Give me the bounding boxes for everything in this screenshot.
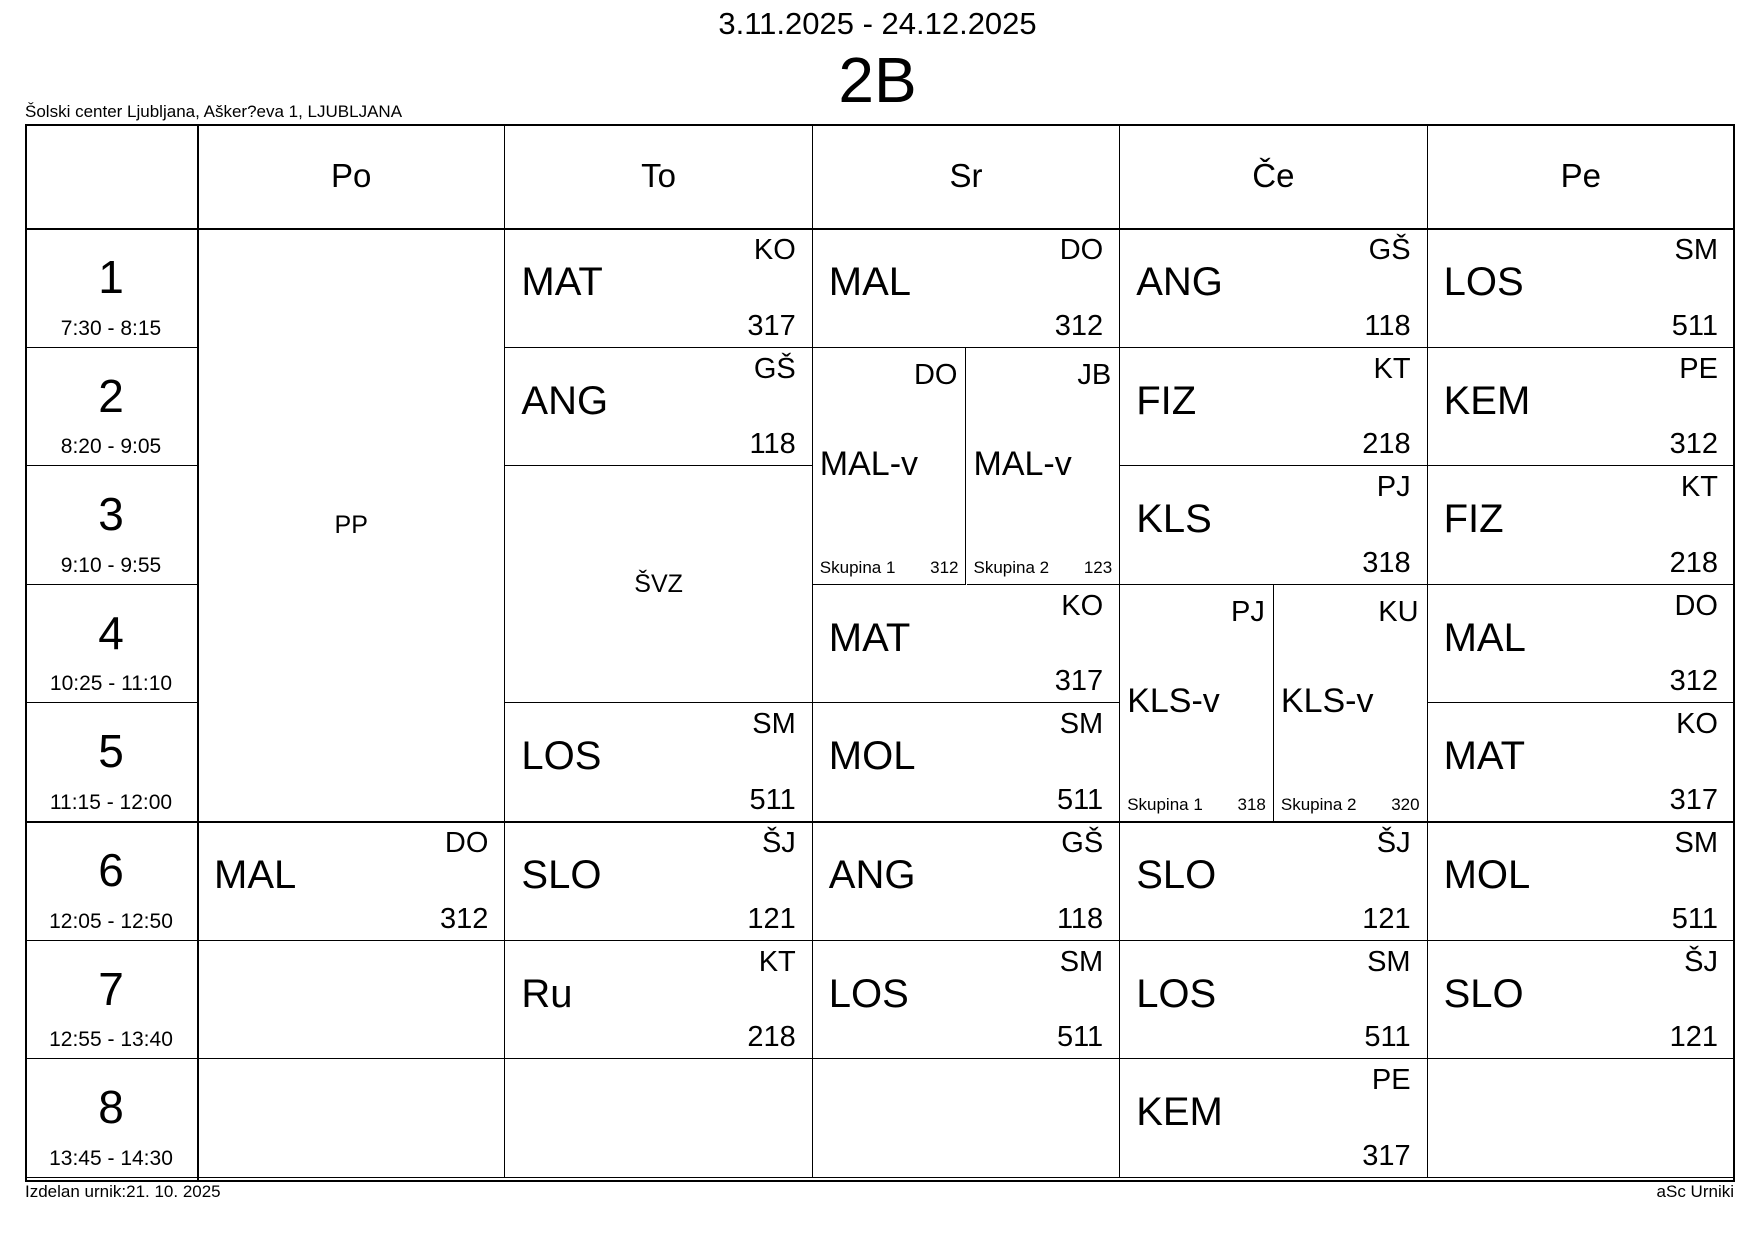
lesson-teacher: SM [1367, 945, 1411, 978]
period-time: 8:20 - 9:05 [60, 435, 162, 459]
lesson-teacher: PE [1679, 352, 1718, 385]
lesson-teacher: PJ [1376, 471, 1411, 504]
lesson-teacher: DO [1059, 234, 1104, 266]
lesson-room: 317 [1669, 783, 1718, 816]
lesson-cell [1120, 466, 1427, 585]
lesson-teacher: JB [1077, 358, 1112, 391]
lesson-subject: ŠVZ [634, 570, 683, 599]
period-header [25, 1059, 198, 1178]
lesson-cell [1428, 941, 1735, 1060]
lesson-room: 218 [1362, 428, 1411, 461]
lesson-teacher: ŠJ [761, 827, 796, 859]
date-range: 3.11.2025 - 24.12.2025 [718, 6, 1037, 41]
lesson-room: 118 [749, 428, 796, 461]
day-header: Če [1120, 124, 1427, 229]
lesson-subject: KLS-v [1127, 681, 1220, 720]
period-time: 10:25 - 11:10 [49, 672, 173, 696]
lesson-subject: SLO [521, 853, 602, 897]
lesson-cell [505, 466, 812, 703]
period-time: 9:10 - 9:55 [60, 553, 162, 577]
lesson-room: 511 [749, 783, 796, 816]
lesson-room: 317 [1362, 1139, 1411, 1172]
lesson-room: 121 [747, 902, 796, 935]
lesson-group: Skupina 1 [1127, 794, 1203, 814]
period-time: 11:15 - 12:00 [49, 790, 173, 814]
corner-cell [25, 124, 198, 229]
lesson-room: 218 [1669, 546, 1718, 579]
header-row-divider [25, 228, 1735, 230]
lesson-room: 312 [1669, 428, 1718, 461]
lesson-teacher: PJ [1231, 595, 1265, 628]
lesson-room: 320 [1391, 794, 1420, 814]
lesson-cell [1120, 1059, 1427, 1178]
period-time: 13:45 - 14:30 [49, 1146, 173, 1170]
lesson-teacher: KO [753, 234, 796, 266]
lesson-room: 317 [747, 309, 796, 342]
period-number: 1 [98, 251, 124, 303]
lesson-teacher: DO [913, 358, 958, 391]
lesson-subject: LOS [521, 734, 602, 779]
class-title: 2B [838, 44, 917, 116]
empty-slot [1428, 1059, 1735, 1178]
lesson-teacher: ŠJ [1376, 827, 1411, 859]
lesson-subject: ANG [828, 853, 916, 897]
day-header: Sr [813, 124, 1120, 229]
period-header [25, 822, 198, 941]
lesson-subject: MAT [828, 615, 911, 660]
day-header: To [505, 124, 812, 229]
lesson-room: 312 [1054, 309, 1104, 342]
lesson-subject: MAT [521, 260, 603, 304]
period-header [25, 466, 198, 585]
lesson-group: Skupina 2 [1280, 794, 1357, 814]
empty-slot [198, 941, 505, 1060]
day-header: Pe [1428, 124, 1735, 229]
period-number: 3 [98, 488, 124, 541]
lesson-teacher: SM [1674, 827, 1718, 859]
lesson-teacher: KU [1378, 595, 1419, 628]
lesson-teacher: GŠ [1368, 234, 1411, 266]
period-number: 5 [98, 725, 124, 778]
lesson-teacher: GŠ [753, 352, 796, 385]
lesson-room: 312 [1669, 665, 1718, 698]
lesson-teacher: SM [1059, 708, 1104, 741]
lesson-cell [505, 229, 812, 348]
lesson-room: 511 [1364, 1021, 1411, 1054]
period-header [25, 941, 198, 1060]
period-header [25, 348, 198, 467]
lesson-room: 118 [1364, 309, 1411, 342]
lesson-subject: MAL [1443, 615, 1526, 660]
empty-slot [813, 1059, 1120, 1178]
lesson-subject: KLS [1136, 497, 1212, 542]
timetable-grid [25, 124, 1735, 1182]
lesson-cell [505, 348, 812, 467]
lesson-cell [813, 941, 1120, 1060]
midday-divider [25, 821, 1735, 823]
lesson-room: 511 [1056, 1021, 1104, 1054]
lesson-subject: MAL-v [973, 444, 1072, 483]
lesson-cell [198, 822, 505, 941]
lesson-subject: Ru [521, 971, 573, 1016]
lesson-cell [1120, 822, 1427, 941]
lesson-teacher: SM [752, 708, 796, 741]
lesson-cell [967, 348, 1121, 585]
lesson-room: 121 [1362, 902, 1411, 935]
lesson-room: 218 [747, 1021, 796, 1054]
lesson-room: 511 [1056, 783, 1104, 816]
empty-slot [505, 1059, 812, 1178]
lesson-subject: ANG [1136, 260, 1223, 304]
period-header [25, 585, 198, 704]
school-name: Šolski center Ljubljana, Ašker?eva 1, LJUBLJANA [25, 102, 403, 121]
lesson-teacher: KT [1373, 352, 1411, 385]
day-header: Po [198, 124, 505, 229]
lesson-cell [505, 941, 812, 1060]
lesson-teacher: KT [758, 945, 796, 978]
period-number: 7 [98, 962, 124, 1015]
lesson-cell [813, 822, 1120, 941]
lesson-cell [1428, 822, 1735, 941]
lesson-cell [813, 229, 1120, 348]
lesson-cell [1120, 348, 1427, 467]
lesson-cell [1120, 229, 1427, 348]
lesson-subject: MOL [828, 734, 916, 779]
lesson-subject: SLO [1443, 971, 1524, 1016]
lesson-cell [1428, 466, 1735, 585]
lesson-subject: KEM [1136, 1090, 1223, 1135]
empty-slot [198, 1059, 505, 1178]
lesson-teacher: KO [1061, 589, 1104, 622]
period-time: 12:55 - 13:40 [49, 1028, 173, 1052]
lesson-cell [813, 585, 1120, 704]
lesson-teacher: ŠJ [1684, 945, 1718, 978]
lesson-teacher: KO [1676, 708, 1718, 741]
lesson-room: 121 [1669, 1021, 1718, 1054]
lesson-teacher: GŠ [1061, 827, 1104, 859]
period-column-divider [197, 124, 199, 1182]
period-number: 6 [98, 844, 124, 896]
period-number: 4 [98, 606, 124, 659]
lesson-teacher: DO [444, 827, 489, 859]
period-header [25, 703, 198, 822]
lesson-subject: MAL [214, 853, 297, 897]
lesson-subject: FIZ [1136, 378, 1197, 423]
lesson-subject: MAL [828, 260, 912, 304]
lesson-subject: FIZ [1443, 497, 1504, 542]
lesson-room: 123 [1083, 557, 1113, 577]
lesson-room: 318 [1237, 794, 1266, 814]
lesson-subject: SLO [1136, 853, 1217, 897]
created-date: Izdelan urnik:21. 10. 2025 [25, 1182, 221, 1201]
lesson-room: 118 [1056, 902, 1104, 935]
lesson-cell [198, 229, 505, 822]
lesson-cell [1120, 585, 1274, 822]
lesson-subject: KEM [1443, 378, 1531, 423]
period-header [25, 229, 198, 348]
lesson-teacher: DO [1674, 589, 1718, 622]
lesson-subject: LOS [828, 971, 909, 1016]
lesson-cell [1274, 585, 1428, 822]
lesson-subject: ANG [521, 378, 609, 423]
period-time: 12:05 - 12:50 [49, 909, 173, 933]
lesson-group: Skupina 2 [973, 557, 1050, 577]
lesson-cell [505, 822, 812, 941]
lesson-teacher: PE [1371, 1064, 1411, 1097]
lesson-subject: MAL-v [819, 444, 919, 483]
lesson-room: 318 [1362, 546, 1411, 579]
lesson-subject: PP [334, 511, 368, 539]
lesson-cell [1428, 348, 1735, 467]
period-number: 2 [98, 369, 124, 422]
lesson-cell [813, 348, 967, 585]
lesson-subject: LOS [1136, 971, 1217, 1016]
lesson-subject: MAT [1443, 734, 1526, 779]
lesson-group: Skupina 1 [819, 557, 896, 577]
period-time: 7:30 - 8:15 [60, 316, 162, 340]
lesson-teacher: SM [1674, 234, 1718, 266]
lesson-room: 511 [1671, 902, 1718, 935]
lesson-teacher: KT [1680, 471, 1718, 504]
lesson-cell [1428, 229, 1735, 348]
lesson-teacher: SM [1059, 945, 1104, 978]
lesson-room: 317 [1054, 665, 1104, 698]
lesson-cell [1120, 941, 1427, 1060]
lesson-room: 312 [930, 557, 959, 577]
lesson-cell [813, 703, 1120, 822]
generator-credit: aSc Urniki [1656, 1182, 1734, 1201]
lesson-cell [505, 703, 812, 822]
lesson-room: 312 [440, 902, 489, 935]
lesson-subject: MOL [1443, 853, 1531, 897]
lesson-subject: LOS [1443, 260, 1524, 304]
period-number: 8 [98, 1081, 124, 1134]
lesson-subject: KLS-v [1280, 681, 1374, 720]
lesson-room: 511 [1671, 309, 1718, 342]
lesson-cell [1428, 703, 1735, 822]
lesson-cell [1428, 585, 1735, 704]
